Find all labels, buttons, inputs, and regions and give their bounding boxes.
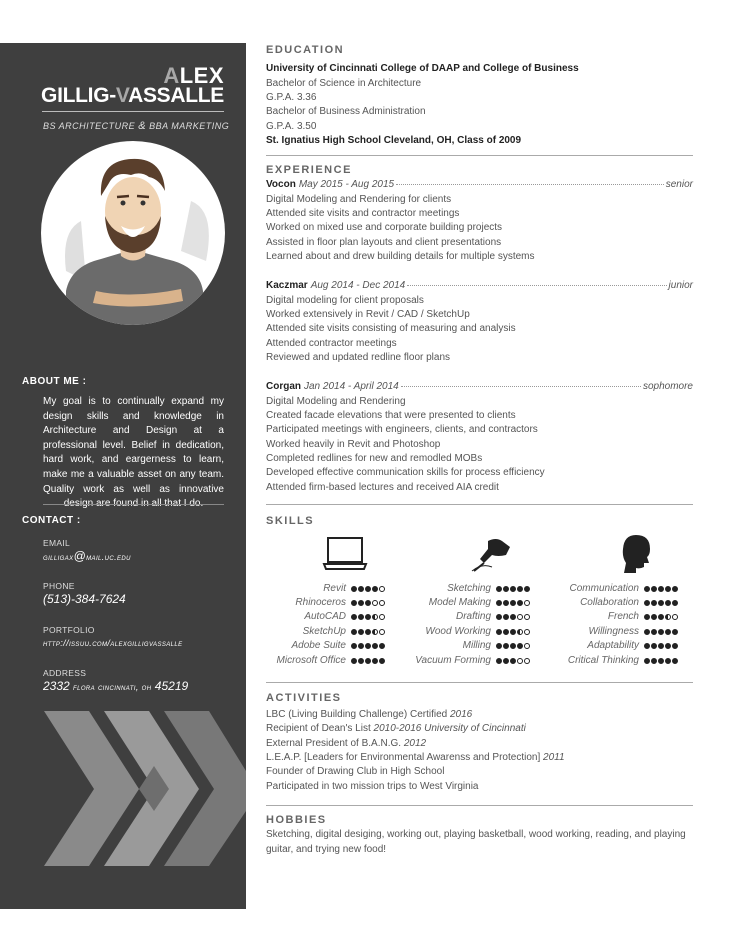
rating-dot [651, 643, 657, 649]
skill-label: Adobe Suite [291, 640, 346, 651]
activity-item: LBC (Living Building Challenge) Certified 2016 [266, 709, 473, 720]
email-label: EMAIL [43, 538, 71, 548]
skill-rating [644, 614, 678, 620]
skill-row [529, 655, 678, 666]
job-item: Worked extensively in Revit / CAD / SketchUp [266, 309, 470, 320]
skill-row [529, 626, 678, 637]
skill-row [529, 640, 678, 651]
rating-dot [510, 643, 516, 649]
job-item: Developed effective communication skills for process efficiency [266, 467, 545, 478]
skill-label: Model Making [428, 597, 491, 608]
skill-rating [644, 600, 678, 606]
skill-row [236, 597, 385, 608]
rating-dot [503, 614, 509, 620]
job-item: Digital Modeling and Rendering for clients [266, 194, 452, 205]
skill-label: AutoCAD [304, 611, 346, 622]
skill-rating [496, 629, 530, 635]
sidebar-divider [43, 504, 224, 505]
activity-item: L.E.A.P. [Leaders for Environmental Awarenss and Protection] 2011 [266, 752, 565, 763]
name-divider [42, 111, 224, 112]
rating-dot [517, 586, 523, 592]
rating-dot [510, 586, 516, 592]
rating-dot [372, 614, 378, 620]
skill-rating [496, 614, 530, 620]
rating-dot [665, 643, 671, 649]
skill-rating [351, 614, 385, 620]
education-line: G.P.A. 3.36 [266, 92, 317, 103]
job-header-kaczmar: Kaczmar Aug 2014 - Dec 2014 junior [266, 280, 693, 291]
education-heading: EDUCATION [266, 44, 345, 56]
hobbies-text: Sketching, digital desiging, working out, playing basketball, wood working, reading, and playing [266, 829, 686, 840]
rating-dot [372, 658, 378, 664]
skill-rating [351, 600, 385, 606]
rating-dot [672, 614, 678, 620]
skill-row [236, 640, 385, 651]
skill-label: Adaptability [587, 640, 639, 651]
email-value[interactable]: gilligax@mail.uc.edu [43, 549, 131, 563]
address-value: 2332 flora cincinnati, oh 45219 [43, 679, 189, 693]
job-item: Learned about and drew building details for multiple systems [266, 251, 535, 262]
education-line: Bachelor of Science in Architecture [266, 78, 422, 89]
contact-heading: CONTACT : [22, 515, 81, 526]
skill-label: Drafting [455, 611, 491, 622]
job-item: Digital modeling for client proposals [266, 295, 424, 306]
job-item: Worked on mixed use and corporate building projects [266, 222, 503, 233]
rating-dot [503, 600, 509, 606]
skill-rating [496, 643, 530, 649]
skill-rating [644, 658, 678, 664]
hobbies-heading: HOBBIES [266, 814, 327, 826]
skill-rating [644, 643, 678, 649]
rating-dot [351, 586, 357, 592]
rating-dot [351, 658, 357, 664]
rating-dot [351, 629, 357, 635]
skill-rating [351, 643, 385, 649]
experience-heading: EXPERIENCE [266, 164, 352, 176]
activity-item: External President of B.A.N.G. 2012 [266, 738, 427, 749]
portfolio-link[interactable]: http://issuu.com/alexgilligvassalle [43, 638, 183, 648]
rating-dot [372, 629, 378, 635]
job-item: Digital Modeling and Rendering [266, 396, 406, 407]
rating-dot [496, 629, 502, 635]
about-heading: ABOUT ME : [22, 376, 87, 387]
skill-label: SketchUp [302, 626, 346, 637]
rating-dot [365, 629, 371, 635]
job-item: Attended firm-based lectures and received AIA credit [266, 482, 499, 493]
education-line: G.P.A. 3.50 [266, 121, 317, 132]
section-divider [266, 805, 693, 806]
rating-dot [358, 614, 364, 620]
rating-dot [365, 600, 371, 606]
skill-row [529, 597, 678, 608]
skill-label: Wood Working [425, 626, 491, 637]
rating-dot [358, 643, 364, 649]
rating-dot [503, 586, 509, 592]
rating-dot [503, 629, 509, 635]
skill-rating [644, 586, 678, 592]
job-item: Attended site visits and contractor meetings [266, 208, 460, 219]
skill-row [381, 626, 530, 637]
rating-dot [651, 600, 657, 606]
skill-label: Critical Thinking [567, 655, 639, 666]
skill-row [236, 611, 385, 622]
skill-rating [496, 658, 530, 664]
rating-dot [517, 614, 523, 620]
phone-label: PHONE [43, 581, 75, 591]
rating-dot [665, 629, 671, 635]
rating-dot [351, 600, 357, 606]
rating-dot [372, 586, 378, 592]
rating-dot [496, 614, 502, 620]
skill-label: Willingness [588, 626, 639, 637]
rating-dot [651, 658, 657, 664]
skill-row [236, 583, 385, 594]
rating-dot [651, 586, 657, 592]
skill-label: French [607, 611, 639, 622]
skill-row [529, 583, 678, 594]
job-item: Participated meetings with engineers, clients, and contractors [266, 424, 538, 435]
skill-rating [351, 586, 385, 592]
rating-dot [651, 629, 657, 635]
rating-dot [644, 586, 650, 592]
rating-dot [372, 600, 378, 606]
education-line: St. Ignatius High School Cleveland, OH, Class of 2009 [266, 135, 522, 146]
about-text: My goal is to continually expand my design skills and knowledge in Architecture and Design at a professional level. Belief in dedication, hard work, and eargerness to learn, make me a valuable asset on any team. Quality work as well as innovative design are found in all that I do. [43, 396, 224, 510]
rating-dot [658, 614, 664, 620]
job-item: Attended site visits consisting of measuring and analysis [266, 323, 516, 334]
skill-rating [644, 629, 678, 635]
skill-row [381, 597, 530, 608]
job-header-vocon: Vocon May 2015 - Aug 2015 senior [266, 179, 693, 190]
rating-dot [665, 658, 671, 664]
skill-row [236, 655, 385, 666]
activity-item: Participated in two mission trips to West Virginia [266, 781, 479, 792]
rating-dot [672, 629, 678, 635]
skill-rating [496, 600, 530, 606]
rating-dot [510, 600, 516, 606]
rating-dot [672, 586, 678, 592]
rating-dot [644, 629, 650, 635]
skill-label: Sketching [447, 583, 491, 594]
rating-dot [496, 643, 502, 649]
skills-heading: SKILLS [266, 515, 315, 527]
rating-dot [358, 658, 364, 664]
skill-row [236, 626, 385, 637]
drawing-hand-icon [470, 533, 514, 573]
job-item: Attended contractor meetings [266, 338, 397, 349]
avatar [41, 141, 225, 325]
rating-dot [351, 643, 357, 649]
section-divider [266, 504, 693, 505]
rating-dot [658, 643, 664, 649]
section-divider [266, 682, 693, 683]
rating-dot [496, 658, 502, 664]
skill-label: Vacuum Forming [415, 655, 491, 666]
skill-label: Collaboration [580, 597, 639, 608]
rating-dot [517, 658, 523, 664]
skill-label: Microsoft Office [276, 655, 346, 666]
skill-rating [496, 586, 530, 592]
job-item: Created facade elevations that were presented to clients [266, 410, 516, 421]
rating-dot [665, 614, 671, 620]
laptop-icon [322, 536, 368, 572]
degree-line: BS ARCHITECTURE & BBA MARKETING [43, 120, 230, 132]
activities-heading: ACTIVITIES [266, 692, 342, 704]
address-label: ADDRESS [43, 668, 87, 678]
skill-row [381, 611, 530, 622]
name-first: ALEX [163, 63, 224, 88]
rating-dot [503, 658, 509, 664]
rating-dot [644, 643, 650, 649]
skill-row [529, 611, 678, 622]
rating-dot [365, 643, 371, 649]
rating-dot [358, 600, 364, 606]
rating-dot [658, 629, 664, 635]
rating-dot [658, 586, 664, 592]
skill-row [381, 640, 530, 651]
job-item: Completed redlines for new and remodled MOBs [266, 453, 483, 464]
rating-dot [644, 658, 650, 664]
rating-dot [503, 643, 509, 649]
rating-dot [351, 614, 357, 620]
rating-dot [644, 614, 650, 620]
section-divider [266, 155, 693, 156]
job-item: Worked heavily in Revit and Photoshop [266, 439, 441, 450]
rating-dot [517, 600, 523, 606]
hobbies-text: guitar, and trying new food! [266, 844, 387, 855]
rating-dot [372, 643, 378, 649]
portfolio-label: PORTFOLIO [43, 625, 95, 635]
activity-item: Founder of Drawing Club in High School [266, 766, 445, 777]
rating-dot [510, 614, 516, 620]
rating-dot [358, 629, 364, 635]
rating-dot [517, 629, 523, 635]
rating-dot [658, 658, 664, 664]
rating-dot [496, 586, 502, 592]
monogram-graphic [44, 711, 246, 866]
rating-dot [365, 614, 371, 620]
rating-dot [651, 614, 657, 620]
job-item: Assisted in floor plan layouts and client presentations [266, 237, 502, 248]
rating-dot [517, 643, 523, 649]
rating-dot [672, 658, 678, 664]
job-item: Reviewed and updated redline floor plans [266, 352, 451, 363]
rating-dot [365, 658, 371, 664]
name-last: GILLIG-VASSALLE [41, 84, 224, 107]
rating-dot [496, 600, 502, 606]
rating-dot [672, 643, 678, 649]
skill-row [381, 655, 530, 666]
education-line: Bachelor of Business Administration [266, 106, 426, 117]
education-line: University of Cincinnati College of DAAP and College of Business [266, 63, 579, 74]
phone-value[interactable]: (513)-384-7624 [43, 592, 126, 606]
rating-dot [510, 629, 516, 635]
head-silhouette-icon [620, 533, 654, 573]
rating-dot [665, 600, 671, 606]
activity-item: Recipient of Dean's List 2010-2016 University of Cincinnati [266, 723, 526, 734]
rating-dot [510, 658, 516, 664]
skill-label: Rhinoceros [295, 597, 346, 608]
rating-dot [658, 600, 664, 606]
rating-dot [358, 586, 364, 592]
rating-dot [644, 600, 650, 606]
skill-label: Communication [569, 583, 639, 594]
skill-row [381, 583, 530, 594]
rating-dot [672, 600, 678, 606]
skill-label: Revit [323, 583, 346, 594]
skill-label: Milling [462, 640, 491, 651]
rating-dot [365, 586, 371, 592]
job-header-corgan: Corgan Jan 2014 - April 2014 sophomore [266, 381, 693, 392]
skill-rating [351, 658, 385, 664]
skill-rating [351, 629, 385, 635]
rating-dot [665, 586, 671, 592]
